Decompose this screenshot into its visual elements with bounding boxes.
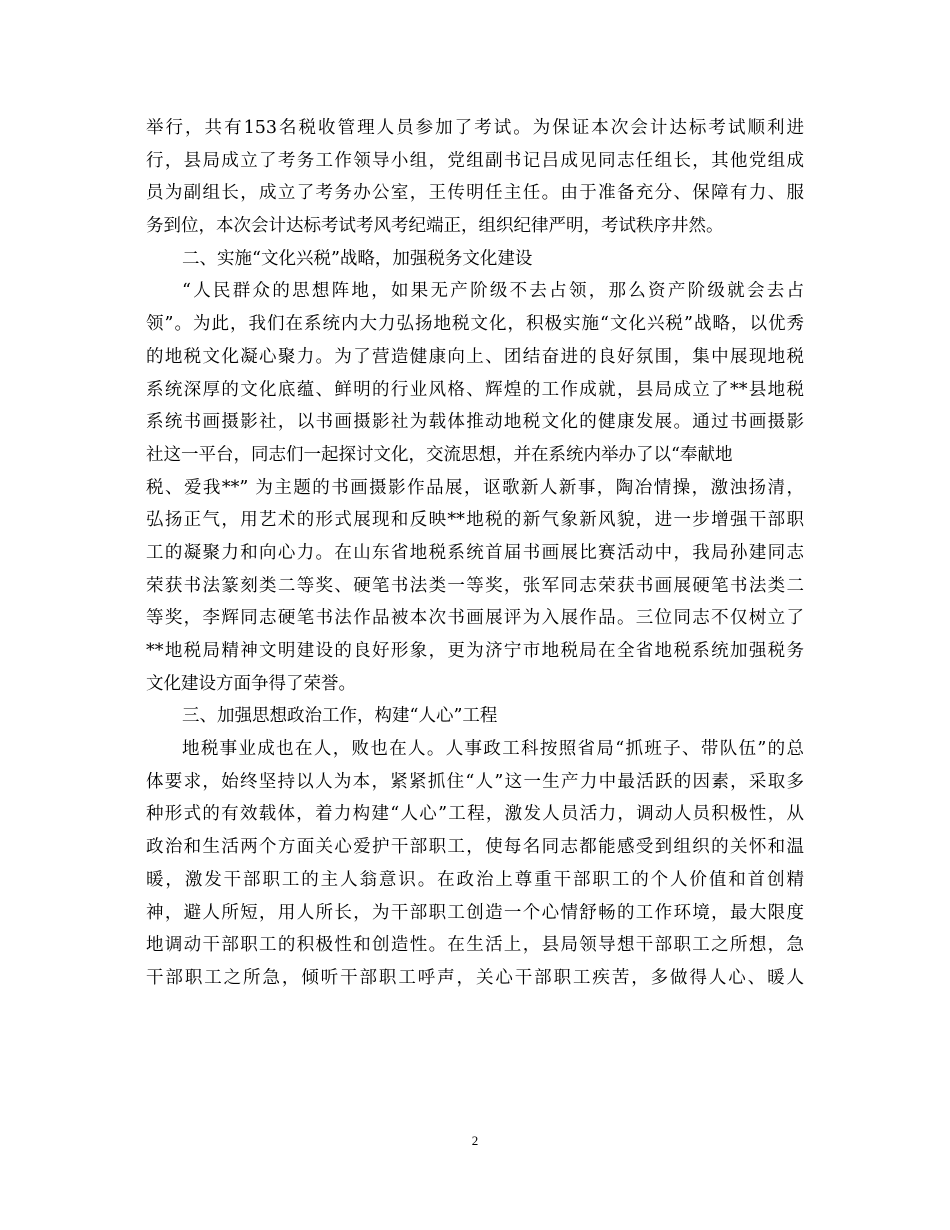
text-line: 体要求，始终坚持以人为本，紧紧抓住“人”这一生产力中最活跃的因素，采取多 bbox=[146, 771, 804, 792]
text-line: 弘扬正气，用艺术的形式展现和反映**地税的新气象新风貌，进一步增强干部职 bbox=[146, 510, 804, 531]
text-line: 荣获书法篆刻类二等奖、硬笔书法类一等奖，张军同志荣获书画展硬笔书法类二 bbox=[146, 575, 804, 596]
text-line: 举行，共有153名税收管理人员参加了考试。为保证本次会计达标考试顺利进 bbox=[146, 118, 804, 138]
text-line: 地税事业成也在人，败也在人。人事政工科按照省局“抓班子、带队伍”的总 bbox=[182, 739, 804, 760]
text-line: 的地税文化凝心聚力。为了营造健康向上、团结奋进的良好氛围，集中展现地税 bbox=[146, 346, 804, 367]
text-line: 工的凝聚力和向心力。在山东省地税系统首届书画展比赛活动中，我局孙建同志 bbox=[146, 542, 804, 563]
text-line: 地调动干部职工的积极性和创造性。在生活上，县局领导想干部职工之所想，急 bbox=[146, 935, 804, 956]
text-line: 系统深厚的文化底蕴、鲜明的行业风格、辉煌的工作成就，县局成立了**县地税 bbox=[146, 379, 804, 400]
text-line: 种形式的有效载体，着力构建“人心”工程，激发人员活力，调动人员积极性，从 bbox=[146, 804, 804, 825]
text-line: **地税局精神文明建设的良好形象，更为济宁市地税局在全省地税系统加强税务 bbox=[146, 641, 804, 661]
text-line: 税、爱我**” 为主题的书画摄影作品展，讴歌新人新事，陶冶情操，激浊扬清， bbox=[146, 477, 804, 498]
section-heading: 二、实施“文化兴税”战略，加强税务文化建设 bbox=[182, 248, 533, 269]
text-line: 领”。为此，我们在系统内大力弘扬地税文化，积极实施“文化兴税”战略，以优秀 bbox=[146, 314, 804, 335]
text-line: 干部职工之所急，倾听干部职工呼声，关心干部职工疾苦，多做得人心、暖人 bbox=[146, 967, 804, 988]
document-body bbox=[146, 112, 804, 995]
text-line: 员为副组长，成立了考务办公室，王传明任主任。由于准备充分、保障有力、服 bbox=[146, 183, 804, 204]
text-line: 政治和生活两个方面关心爱护干部职工，使每名同志都能感受到组织的关怀和温 bbox=[146, 837, 804, 858]
text-line: 等奖，李辉同志硬笔书法作品被本次书画展评为入展作品。三位同志不仅树立了 bbox=[146, 608, 804, 629]
text-line: 暖，激发干部职工的主人翁意识。在政治上尊重干部职工的个人价值和首创精 bbox=[146, 869, 804, 890]
page-number: 2 bbox=[471, 1133, 479, 1148]
text-line: 神，避人所短，用人所长，为干部职工创造一个心情舒畅的工作环境，最大限度 bbox=[146, 902, 804, 923]
section-heading: 三、加强思想政治工作，构建“人心”工程 bbox=[182, 706, 498, 727]
text-line: 社这一平台，同志们一起探讨文化，交流思想，并在系统内举办了以“奉献地 bbox=[146, 444, 733, 465]
text-line: 行，县局成立了考务工作领导小组，党组副书记吕成见同志任组长，其他党组成 bbox=[146, 150, 804, 171]
text-line: 务到位，本次会计达标考试考风考纪端正，组织纪律严明，考试秩序井然。 bbox=[146, 216, 724, 237]
text-line: 系统书画摄影社，以书画摄影社为载体推动地税文化的健康发展。通过书画摄影 bbox=[146, 412, 804, 433]
text-line: “人民群众的思想阵地，如果无产阶级不去占领，那么资产阶级就会去占 bbox=[182, 281, 804, 302]
text-line: 文化建设方面争得了荣誉。 bbox=[146, 673, 356, 694]
